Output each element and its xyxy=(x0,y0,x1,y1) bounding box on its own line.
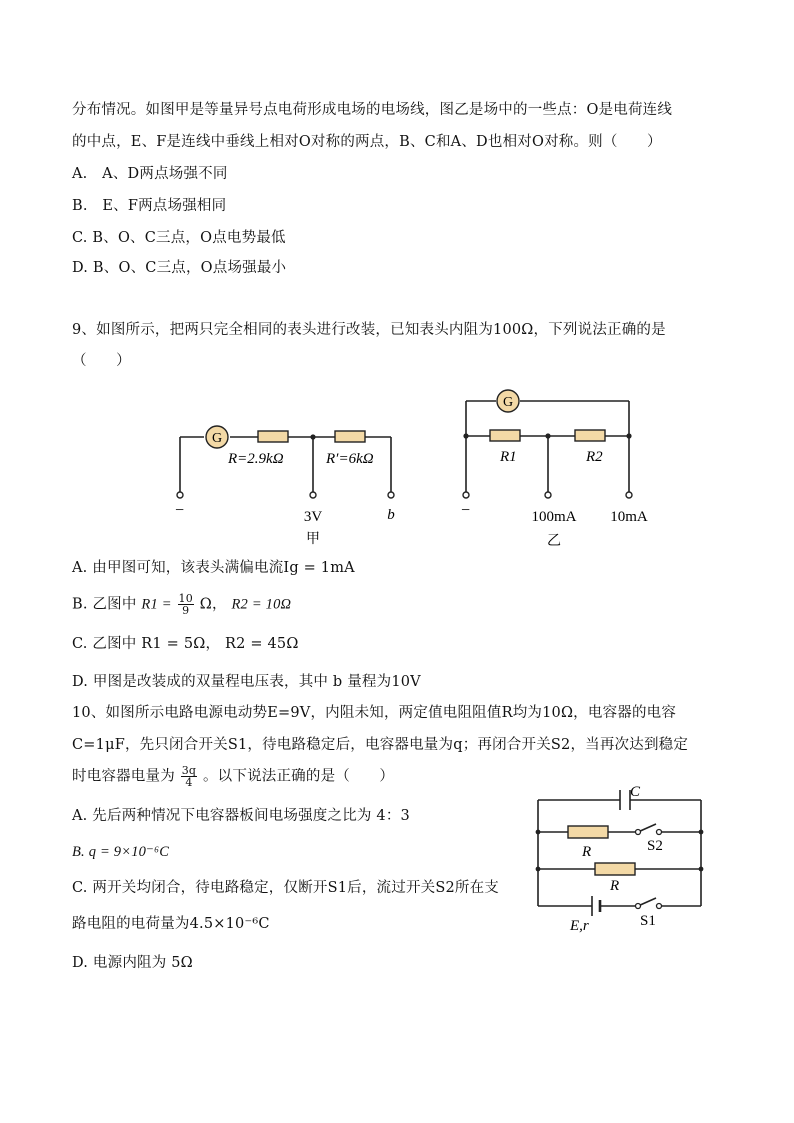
switch-s1-pivot xyxy=(636,904,641,909)
switch-s2-pivot xyxy=(636,830,641,835)
q10-stem-line-3 xyxy=(72,765,394,788)
switch-s2-label: S2 xyxy=(647,838,663,854)
q9-option-c: C. 乙图中 R1 = 5Ω， R2 = 45Ω xyxy=(72,636,299,652)
q9-option-b-prefix: B. 乙图中 xyxy=(72,596,137,613)
q10-stem-numerator: 3q xyxy=(181,764,197,777)
resistor-r-middle xyxy=(595,863,635,875)
q8-option-b: B. E、F两点场强相同 xyxy=(72,198,227,214)
resistor-r1-yi-label: R1 xyxy=(500,449,517,465)
q10-stem-line-1: 10、如图所示电路电源电动势E=9V，内阻未知，两定值电阻阻值R均为10Ω，电容器的电容 xyxy=(72,705,677,721)
resistor-r-prime-jia xyxy=(335,431,365,442)
q9-option-d: D. 甲图是改装成的双量程电压表，其中 b 量程为10V xyxy=(72,674,421,690)
q10-circuit-figure xyxy=(530,780,715,935)
q10-stem-line-2: C=1μF，先只闭合开关S1，待电路稳定后，电容器电量为q；再闭合开关S2，当再次达到稳定 xyxy=(72,737,689,753)
q10-stem-denominator: 4 xyxy=(185,776,193,789)
q8-option-a: A. A、D两点场强不同 xyxy=(72,166,228,182)
q9-option-b-r2: R2 = 10Ω xyxy=(231,596,292,613)
q9-option-b-numerator: 10 xyxy=(178,592,193,605)
q9-option-b xyxy=(72,593,291,616)
resistor-r-jia-label: R=2.9kΩ xyxy=(228,451,284,467)
terminal-100ma-yi: 100mA xyxy=(531,509,577,525)
q9-option-b-r1: R1 = xyxy=(141,596,172,613)
q9-option-b-mid: Ω， xyxy=(199,596,227,613)
q9-option-a: A. 由甲图可知，该表头满偏电流Ig = 1mA xyxy=(72,560,355,576)
resistor-r-prime-jia-label: R′=6kΩ xyxy=(326,451,374,467)
resistor-r-top xyxy=(568,826,608,838)
terminal-minus-yi: − xyxy=(461,502,471,519)
q10-option-d: D. 电源内阻为 5Ω xyxy=(72,955,193,971)
galvanometer-jia-label: G xyxy=(211,431,223,446)
q9-stem-line-1: 9、如图所示，把两只完全相同的表头进行改装，已知表头内阻为100Ω，下列说法正确的是 xyxy=(72,322,666,338)
q9-stem-line-2: （ ） xyxy=(72,353,131,369)
figure-yi-circuit xyxy=(450,385,670,555)
q10-stem-line-3-suffix: 。以下说法正确的是（ ） xyxy=(202,768,395,785)
q8-option-c: C. B、O、C三点，O点电势最低 xyxy=(72,230,286,246)
capacitor-label: C xyxy=(630,784,641,800)
q8-option-d: D. B、O、C三点，O点场强最小 xyxy=(72,260,287,276)
q10-stem-line-3-prefix: 时电容器电量为 xyxy=(72,768,175,785)
switch-s2-contact xyxy=(657,830,662,835)
resistor-r2-yi-label: R2 xyxy=(586,449,603,465)
q10-option-a: A. 先后两种情况下电容器板间电场强度之比为 4：3 xyxy=(72,808,410,824)
resistor-r1-yi xyxy=(490,430,520,441)
figure-jia-caption: 甲 xyxy=(306,531,320,547)
terminal-b-jia: b xyxy=(387,507,395,523)
q10-option-c-line-2: 路电阻的电荷量为4.5×10⁻⁶C xyxy=(72,916,270,932)
q9-option-b-denominator: 9 xyxy=(182,604,190,617)
switch-s1-label: S1 xyxy=(640,913,656,929)
q10-stem-fraction xyxy=(181,765,197,788)
switch-s1-contact xyxy=(657,904,662,909)
resistor-r-jia xyxy=(258,431,288,442)
figure-jia-circuit xyxy=(160,415,420,555)
q8-text-line-1: 分布情况。如图甲是等量异号点电荷形成电场的电场线，图乙是场中的一些点：O是电荷连线 xyxy=(72,102,673,118)
figure-yi-caption: 乙 xyxy=(547,533,561,549)
resistor-middle-label: R xyxy=(610,878,620,894)
galvanometer-yi-label: G xyxy=(502,395,514,410)
resistor-top-label: R xyxy=(582,844,592,860)
q10-option-c-line-1: C. 两开关均闭合，待电路稳定，仅断开S1后，流过开关S2所在支 xyxy=(72,880,500,896)
q9-option-b-fraction xyxy=(178,593,194,616)
terminal-10ma-yi: 10mA xyxy=(610,509,648,525)
q8-text-line-2: 的中点，E、F是连线中垂线上相对O对称的两点，B、C和A、D也相对O对称。则（ ） xyxy=(72,134,662,150)
q10-option-b: B. q = 9×10⁻⁶C xyxy=(72,844,170,860)
source-label: E,r xyxy=(570,918,589,934)
resistor-r2-yi xyxy=(575,430,605,441)
terminal-3v-jia: 3V xyxy=(303,509,323,525)
terminal-minus-jia: − xyxy=(175,502,185,519)
